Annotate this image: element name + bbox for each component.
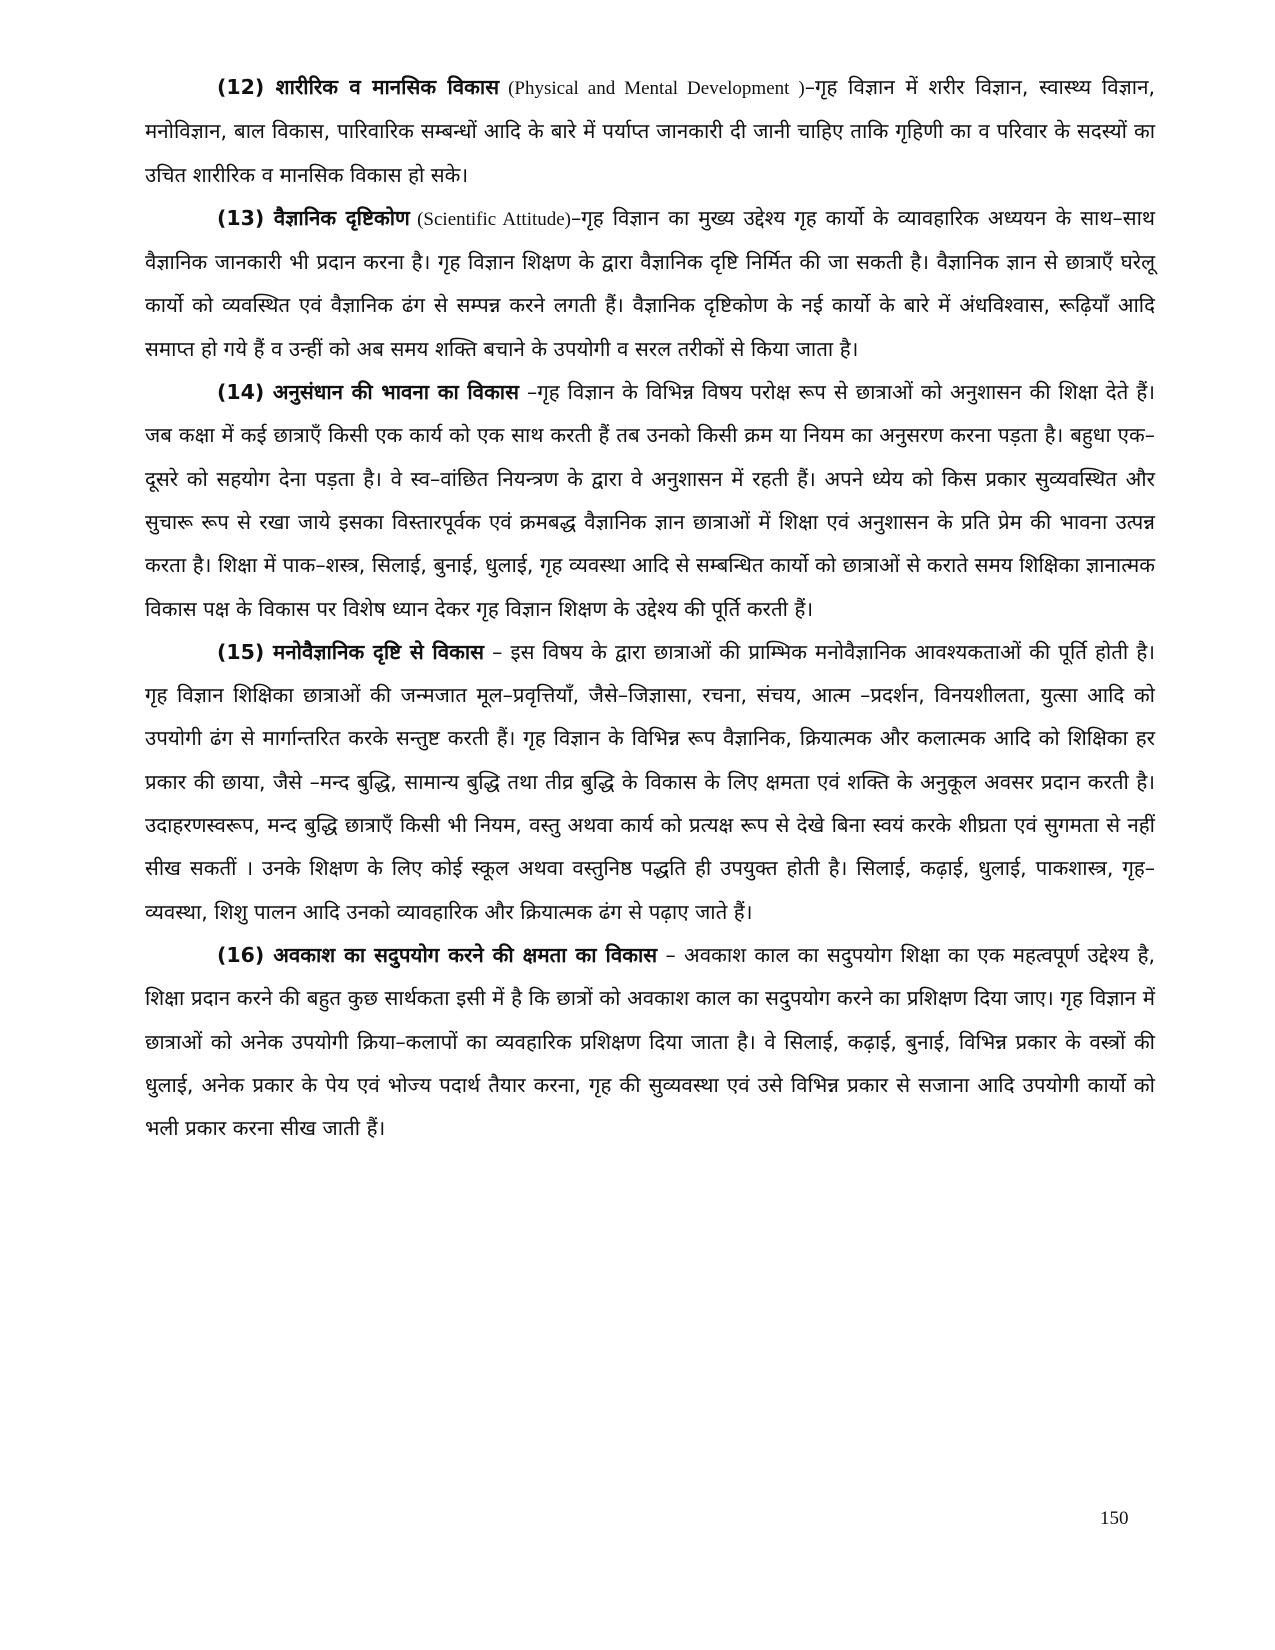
paragraph-scientific-attitude: [145, 197, 1155, 371]
paragraph-text: –गृह विज्ञान में शरीर विज्ञान, स्वास्थ्य विज्ञान, मनोविज्ञान, बाल विकास, पारिवारिक सम्बन्धों आदि के बारे में पर्याप्त जानकारी दी जानी चाहिए ताकि गृहिणी का व परिवार के सदस्यों का उचित शारीरिक व मानसिक विकास हो सके।: [145, 75, 1155, 187]
paragraph-text: – इस विषय के द्वारा छात्राओं की प्राम्भिक मनोवैज्ञानिक आवश्यकताओं की पूर्ति होती है। गृह विज्ञान शिक्षिका छात्राओं की जन्मजात मूल–प्रवृत्तियाँ, जैसे–जिज्ञासा, रचना, संचय, आत्म –प्रदर्शन, विनयशीलता, युत्सा आदि को उपयोगी ढंग से मार्गान्तरित करके सन्तुष्ट करती हैं। गृह विज्ञान के विभिन्न रूप वैज्ञानिक, क्रियात्मक और कलात्मक आदि को शिक्षिका हर प्रकार की छाया, जैसे –मन्द बुद्धि, सामान्य बुद्धि तथा तीव्र बुद्धि के विकास के लिए क्षमता एवं शक्ति के अनुकूल अवसर प्रदान करती है। उदाहरणस्वरूप, मन्द बुद्धि छात्राएँ किसी भी नियम, वस्तु अथवा कार्य को प्रत्यक्ष रूप से देखे बिना स्वयं करके शीघ्रता एवं सुगमता से नहीं सीख सकतीं । उनके शिक्षण के लिए कोई स्कूल अथवा वस्तुनिष्ठ पद्धति ही उपयुक्त होती है। सिलाई, कढ़ाई, धुलाई, पाकशास्त्र, गृह–व्यवस्था, शिशु पालन आदि उनको व्यावहारिक और क्रियात्मक ढंग से पढ़ाए जाते हैं।: [145, 639, 1155, 924]
paragraph-text: –गृह विज्ञान के विभिन्न विषय परोक्ष रूप से छात्राओं को अनुशासन की शिक्षा देते हैं। जब कक्षा में कई छात्राएँ किसी एक कार्य को एक साथ करती हैं तब उनको किसी क्रम या नियम का अनुसरण करना पड़ता है। बहुधा एक–दूसरे को सहयोग देना पड़ता है। वे स्व–वांछित नियन्त्रण के द्वारा वे अनुशासन में रहती हैं। अपने ध्येय को किस प्रकार सुव्यवस्थित और सुचारू रूप से रखा जाये इसका विस्तारपूर्वक एवं क्रमबद्ध वैज्ञानिक ज्ञान छात्राओं में शिक्षा एवं अनुशासन के प्रति प्रेम की भावना उत्पन्न करता है। शिक्षा में पाक–शस्त्र, सिलाई, बुनाई, धुलाई, गृह व्यवस्था आदि से सम्बन्धित कार्यो को छात्राओं से कराते समय शिक्षिका ज्ञानात्मक विकास पक्ष के विकास पर विशेष ध्यान देकर गृह विज्ञान शिक्षण के उद्देश्य की पूर्ति करती हैं।: [145, 380, 1155, 621]
paragraph-english-term: (Physical and Mental Development ): [499, 78, 805, 99]
paragraph-heading: (13) वैज्ञानिक दृष्टिकोण: [217, 205, 410, 230]
paragraph-text: –गृह विज्ञान का मुख्य उद्देश्य गृह कार्यो के व्यावहारिक अध्ययन के साथ–साथ वैज्ञानिक जानकारी भी प्रदान करना है। गृह विज्ञान शिक्षण के द्वारा वैज्ञानिक दृष्टि निर्मित की जा सकती है। वैज्ञानिक ज्ञान से छात्राएँ घरेलू कार्यो को व्यवस्थित एवं वैज्ञानिक ढंग से सम्पन्न करने लगती हैं। वैज्ञानिक दृष्टिकोण के नई कार्यो के बारे में अंधविश्वास, रूढ़ियाँ आदि समाप्त हो गये हैं व उन्हीं को अब समय शक्ति बचाने के उपयोगी व सरल तरीकों से किया जाता है।: [145, 205, 1155, 361]
paragraph-heading: (16) अवकाश का सदुपयोग करने की क्षमता का विकास: [217, 942, 658, 967]
paragraph-research-spirit: [145, 371, 1155, 631]
page-body: [145, 66, 1155, 1150]
paragraph-heading: (14) अनुसंधान की भावना का विकास: [217, 380, 519, 405]
paragraph-physical-mental-development: [145, 66, 1155, 197]
page-number: 150: [1100, 1508, 1129, 1529]
paragraph-english-term: (Scientific Attitude): [409, 208, 572, 230]
paragraph-heading: (12) शारीरिक व मानसिक विकास: [217, 75, 500, 99]
paragraph-psychological-development: [145, 631, 1155, 934]
paragraph-text: – अवकाश काल का सदुपयोग शिक्षा का एक महत्वपूर्ण उद्देश्य है, शिक्षा प्रदान करने की बहुत कुछ सार्थकता इसी में है कि छात्रों को अवकाश काल का सदुपयोग करने का प्रशिक्षण दिया जाए। गृह विज्ञान में छात्राओं को अनेक उपयोगी क्रिया–कलापों का व्यवहारिक प्रशिक्षण दिया जाता है। वे सिलाई, कढ़ाई, बुनाई, विभिन्न प्रकार के वस्त्रों की धुलाई, अनेक प्रकार के पेय एवं भोज्य पदार्थ तैयार करना, गृह की सुव्यवस्था एवं उसे विभिन्न प्रकार से सजाना आदि उपयोगी कार्यो को भली प्रकार करना सीख जाती हैं।: [145, 942, 1156, 1141]
paragraph-leisure-use: [145, 934, 1155, 1150]
paragraph-heading: (15) मनोवैज्ञानिक दृष्टि से विकास: [217, 639, 485, 664]
